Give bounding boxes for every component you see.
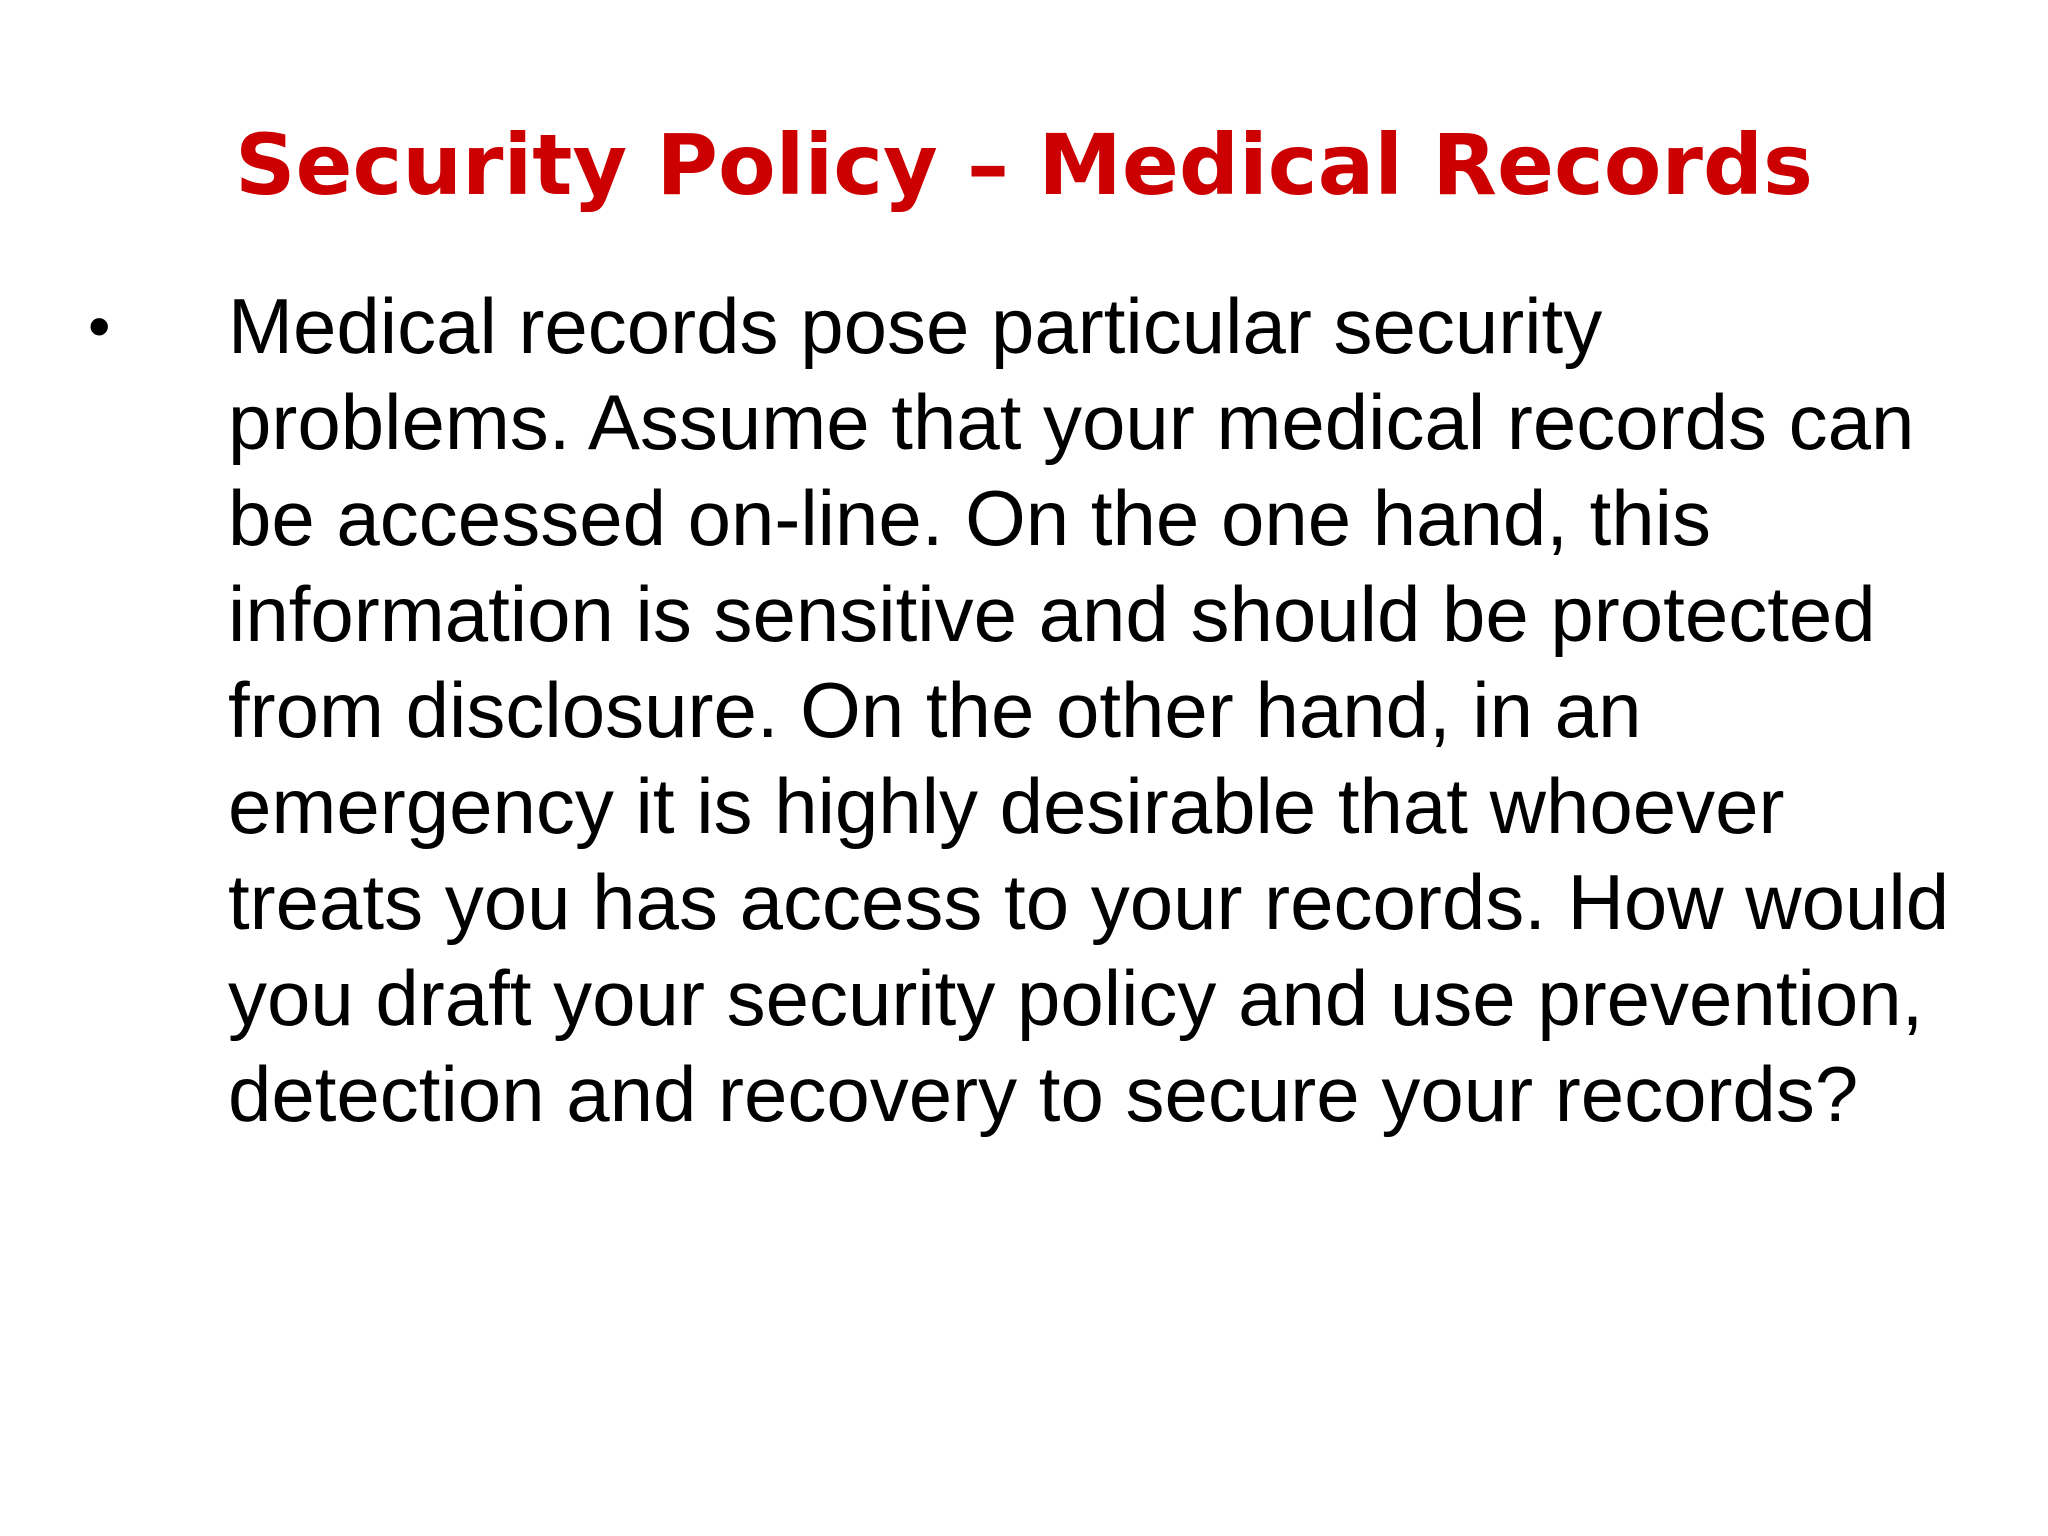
- slide-title: Security Policy – Medical Records: [234, 116, 1814, 214]
- bullet-text-line: treats you has access to your records. How would: [228, 858, 1950, 946]
- bullet-text-line: you draft your security policy and use prevention,: [228, 954, 1924, 1042]
- bullet-marker: •: [88, 290, 111, 362]
- bullet-text-line: be accessed on-line. On the one hand, this: [228, 474, 1711, 562]
- bullet-text-line: from disclosure. On the other hand, in an: [228, 666, 1642, 754]
- bullet-text-line: emergency it is highly desirable that whoever: [228, 762, 1785, 850]
- bullet-text-line: detection and recovery to secure your records?: [228, 1050, 1859, 1138]
- bullet-text-line: problems. Assume that your medical records can: [228, 378, 1915, 466]
- bullet-text: [228, 278, 1949, 1142]
- bullet-text-line: Medical records pose particular security: [228, 282, 1603, 370]
- bullet-text-line: information is sensitive and should be protected: [228, 570, 1876, 658]
